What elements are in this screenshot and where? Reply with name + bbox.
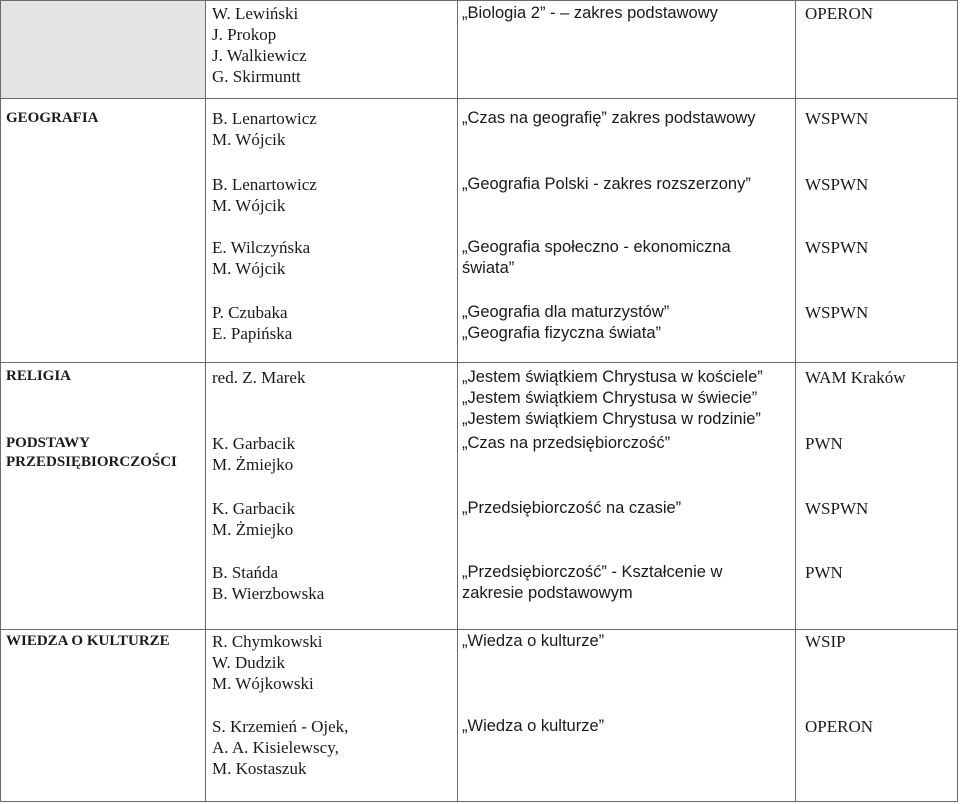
- title-cell: „Geografia społeczno - ekonomiczna świata”: [462, 238, 731, 277]
- title-cell: „Jestem świątkiem Chrystusa w kościele” „Jestem świątkiem Chrystusa w świecie” „Jestem świątkiem Chrystusa w rodzinie”: [462, 368, 763, 428]
- publisher-cell: PWN: [805, 563, 843, 582]
- shaded-subject-cell: [1, 1, 205, 98]
- title-cell: „Czas na przedsiębiorczość”: [462, 434, 671, 452]
- subject-cell: RELIGIA: [6, 368, 72, 384]
- title-cell: „Biologia 2” - – zakres podstawowy: [462, 4, 718, 22]
- table-rule: [0, 629, 958, 630]
- title-cell: „Przedsiębiorczość” - Kształcenie w zakresie podstawowym: [462, 563, 723, 602]
- publisher-cell: WSIP: [805, 632, 846, 651]
- authors-cell: K. Garbacik M. Żmiejko: [212, 499, 296, 539]
- publisher-cell: WSPWN: [805, 303, 869, 322]
- authors-cell: W. Lewiński J. Prokop J. Walkiewicz G. Skirmuntt: [212, 4, 307, 86]
- table-rule: [205, 0, 206, 802]
- authors-cell: S. Krzemień - Ojek, A. A. Kisielewscy, M. Kostaszuk: [212, 717, 349, 778]
- authors-cell: red. Z. Marek: [212, 368, 306, 387]
- subject-cell: PODSTAWY PRZEDSIĘBIORCZOŚCI: [6, 435, 177, 470]
- title-cell: „Wiedza o kulturze”: [462, 632, 605, 650]
- table-rule: [0, 801, 958, 802]
- authors-cell: P. Czubaka E. Papińska: [212, 303, 293, 343]
- publisher-cell: WSPWN: [805, 175, 869, 194]
- authors-cell: B. Lenartowicz M. Wójcik: [212, 175, 317, 215]
- title-cell: „Wiedza o kulturze”: [462, 717, 605, 735]
- authors-cell: K. Garbacik M. Żmiejko: [212, 434, 296, 474]
- table-rule: [0, 98, 958, 99]
- publisher-cell: WAM Kraków: [805, 368, 906, 387]
- authors-cell: E. Wilczyńska M. Wójcik: [212, 238, 311, 278]
- title-cell: „Geografia dla maturzystów” „Geografia fizyczna świata”: [462, 303, 670, 342]
- table-rule: [0, 362, 958, 363]
- publisher-cell: WSPWN: [805, 109, 869, 128]
- table-rule: [0, 0, 1, 802]
- table-rule: [457, 0, 458, 802]
- table-rule: [0, 0, 958, 1]
- title-cell: „Geografia Polski - zakres rozszerzony”: [462, 175, 751, 193]
- title-cell: „Czas na geografię” zakres podstawowy: [462, 109, 756, 127]
- publisher-cell: WSPWN: [805, 238, 869, 257]
- publisher-cell: PWN: [805, 434, 843, 453]
- title-cell: „Przedsiębiorczość na czasie”: [462, 499, 682, 517]
- subject-cell: WIEDZA O KULTURZE: [6, 633, 170, 649]
- publisher-cell: OPERON: [805, 4, 874, 23]
- subject-cell: GEOGRAFIA: [6, 110, 99, 126]
- table-rule: [795, 0, 796, 802]
- authors-cell: B. Lenartowicz M. Wójcik: [212, 109, 317, 149]
- publisher-cell: WSPWN: [805, 499, 869, 518]
- authors-cell: B. Stańda B. Wierzbowska: [212, 563, 325, 603]
- publisher-cell: OPERON: [805, 717, 874, 736]
- table-rule: [957, 0, 958, 802]
- authors-cell: R. Chymkowski W. Dudzik M. Wójkowski: [212, 632, 323, 693]
